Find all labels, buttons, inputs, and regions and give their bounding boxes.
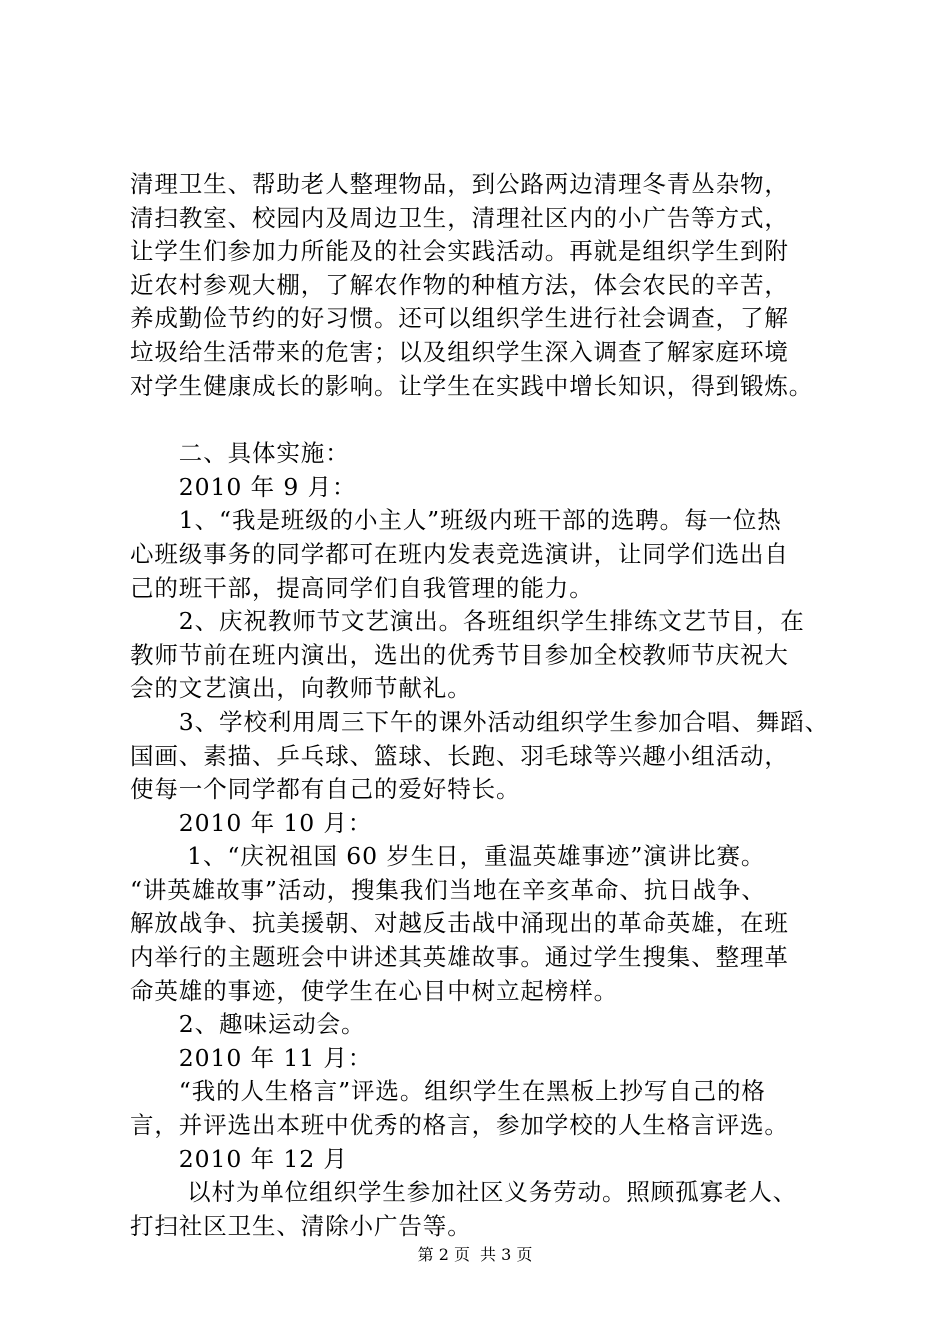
text-line: 教师节前在班内演出，选出的优秀节目参加全校教师节庆祝大	[130, 640, 789, 669]
text-line: 2、趣味运动会。	[130, 1010, 366, 1039]
text-line: 垃圾给生活带来的危害；以及组织学生深入调查了解家庭环境	[130, 337, 789, 366]
text-line: 1、“庆祝祖国 60 岁生日，重温英雄事迹”演讲比赛。	[130, 842, 766, 871]
text-line: 解放战争、抗美援朝、对越反击战中涌现出的革命英雄，在班	[130, 909, 789, 938]
paragraph-block-1	[130, 168, 850, 403]
text-line: 使每一个同学都有自己的爱好特长。	[130, 775, 521, 804]
text-line: 近农村参观大棚，了解农作物的种植方法，体会农民的辛苦，	[130, 270, 789, 299]
text-line: 3、学校利用周三下午的课外活动组织学生参加合唱、舞蹈、	[130, 707, 830, 736]
paragraph-block-2	[130, 437, 850, 1243]
text-line: 以村为单位组织学生参加社区义务劳动。照顾孤寡老人、	[130, 1178, 798, 1207]
text-line: 内举行的主题班会中讲述其英雄故事。通过学生搜集、整理革	[130, 943, 789, 972]
text-line: 心班级事务的同学都可在班内发表竞选演讲，让同学们选出自	[130, 539, 789, 568]
text-line: 言，并评选出本班中优秀的格言，参加学校的人生格言评选。	[130, 1111, 789, 1140]
text-line: 2010 年 11 月：	[130, 1043, 373, 1072]
text-line: 让学生们参加力所能及的社会实践活动。再就是组织学生到附	[130, 237, 789, 266]
text-line: 1、“我是班级的小主人”班级内班干部的选聘。每一位热	[130, 506, 782, 535]
text-line: “我的人生格言”评选。组织学生在黑板上抄写自己的格	[130, 1077, 766, 1106]
paragraph-gap	[130, 403, 850, 437]
text-line: 养成勤俭节约的好习惯。还可以组织学生进行社会调查，了解	[130, 304, 789, 333]
text-line: 打扫社区卫生、清除小广告等。	[130, 1211, 472, 1240]
page-footer	[0, 1245, 950, 1265]
text-line: 2、庆祝教师节文艺演出。各班组织学生排练文艺节目，在	[130, 607, 805, 636]
text-line: 二、具体实施：	[130, 439, 350, 468]
text-line: 2010 年 10 月：	[130, 808, 373, 837]
text-line: 命英雄的事迹，使学生在心目中树立起榜样。	[130, 976, 618, 1005]
document-body	[130, 168, 850, 1243]
page-number: 第 2 页	[417, 1245, 470, 1264]
text-line: 清理卫生、帮助老人整理物品，到公路两边清理冬青丛杂物，	[130, 170, 789, 198]
text-line: 2010 年 12 月	[130, 1144, 348, 1173]
page-total: 共 3 页	[480, 1245, 533, 1264]
text-line: 2010 年 9 月：	[130, 472, 357, 501]
text-line: “讲英雄故事”活动，搜集我们当地在辛亥革命、抗日战争、	[130, 875, 766, 904]
text-line: 清扫教室、校园内及周边卫生，清理社区内的小广告等方式，	[130, 203, 789, 232]
text-line: 己的班干部，提高同学们自我管理的能力。	[130, 573, 594, 602]
text-line: 对学生健康成长的影响。让学生在实践中增长知识，得到锻炼。	[130, 371, 814, 400]
text-line: 会的文艺演出，向教师节献礼。	[130, 674, 472, 703]
text-line: 国画、素描、乒乓球、篮球、长跑、羽毛球等兴趣小组活动，	[130, 741, 789, 770]
